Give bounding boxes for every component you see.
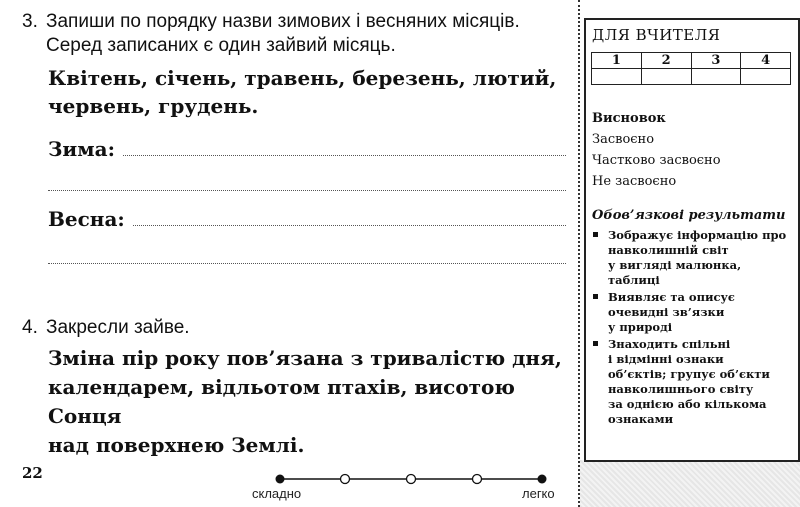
scale-label-easy: легко: [522, 486, 555, 501]
result-3-line-2: і відмінні ознаки: [608, 352, 724, 366]
results-heading: Обов’язкові результати: [592, 208, 786, 223]
spring-answer-line[interactable]: [133, 225, 566, 226]
task4-text[interactable]: [48, 344, 578, 460]
score-col-2: 2: [641, 53, 691, 69]
result-1-line-3: у вигляді малюнка,: [608, 258, 742, 272]
task3-words: [48, 64, 556, 120]
result-item: [590, 337, 796, 427]
bullet-square-icon: [593, 341, 598, 346]
difficulty-point-4[interactable]: [473, 475, 482, 484]
bullet-square-icon: [593, 294, 598, 299]
conclusion-option-partial[interactable]: Частково засвоєно: [592, 153, 721, 168]
score-cell-1[interactable]: [592, 69, 642, 85]
winter-answer-line-2[interactable]: [48, 190, 566, 191]
score-col-1: 1: [592, 53, 642, 69]
task3-instruction-line2: Серед записаних є один зайвий місяць.: [46, 35, 396, 56]
difficulty-point-3[interactable]: [407, 475, 416, 484]
winter-label: Зима:: [48, 137, 115, 161]
margin-shading: [580, 460, 800, 507]
page-number: 22: [22, 464, 43, 482]
task3-instruction-line1: Запиши по порядку назви зимових і весняних місяців.: [46, 11, 520, 32]
score-col-3: 3: [691, 53, 741, 69]
winter-answer-line[interactable]: [123, 155, 566, 156]
task3-number: 3.: [22, 11, 38, 32]
score-col-4: 4: [741, 53, 791, 69]
winter-answer-row[interactable]: [48, 136, 566, 162]
conclusion-option-not-mastered[interactable]: Не засвоєно: [592, 174, 677, 189]
difficulty-scale: [270, 470, 555, 488]
result-1-line-4: таблиці: [608, 273, 660, 287]
task4-text-line1[interactable]: Зміна пір року пов’язана з тривалістю дня,: [48, 346, 562, 370]
result-3-line-4: навколишнього світу: [608, 382, 754, 396]
result-1-line-1: Зображує інформацію про: [608, 228, 787, 242]
task3-instruction: [22, 10, 520, 58]
score-cell-3[interactable]: [691, 69, 741, 85]
score-cell-2[interactable]: [641, 69, 691, 85]
teacher-box-title: ДЛЯ ВЧИТЕЛЯ: [592, 26, 721, 44]
difficulty-point-2[interactable]: [341, 475, 350, 484]
result-3-line-6: ознаками: [608, 412, 674, 426]
result-3-line-1: Знаходить спільні: [608, 337, 731, 351]
spring-answer-line-2[interactable]: [48, 263, 566, 264]
spring-label: Весна:: [48, 207, 125, 231]
bullet-square-icon: [593, 232, 598, 237]
difficulty-point-1: [276, 475, 285, 484]
task4-instruction: [22, 316, 190, 340]
task4-instruction-text: Закресли зайве.: [46, 317, 190, 338]
spring-answer-row[interactable]: [48, 206, 566, 232]
difficulty-point-5: [538, 475, 547, 484]
page-divider: [578, 0, 580, 507]
result-2-line-2: очевидні зв’язки: [608, 305, 725, 319]
teacher-box: [584, 18, 800, 462]
task3-words-line2: червень, грудень.: [48, 94, 259, 118]
result-item: [590, 290, 796, 335]
result-3-line-3: об’єктів; групує об’єкти: [608, 367, 770, 381]
score-table-row[interactable]: [592, 69, 791, 85]
score-cell-4[interactable]: [741, 69, 791, 85]
result-item: [590, 228, 796, 288]
result-2-line-3: у природі: [608, 320, 673, 334]
result-1-line-2: навколишній світ: [608, 243, 729, 257]
result-3-line-5: за однією або кількома: [608, 397, 767, 411]
task4-text-line3[interactable]: над поверхнею Землі.: [48, 433, 305, 457]
task4-number: 4.: [22, 317, 38, 338]
conclusion-block: [592, 108, 721, 192]
score-table: [591, 52, 791, 85]
result-2-line-1: Виявляє та описує: [608, 290, 735, 304]
score-table-header: [592, 53, 791, 69]
task3-words-line1: Квітень, січень, травень, березень, лютий,: [48, 66, 557, 90]
scale-label-hard: складно: [252, 486, 302, 501]
task4-text-line2[interactable]: календарем, відльотом птахів, висотою Сонця: [48, 375, 515, 428]
conclusion-heading: Висновок: [592, 111, 666, 126]
conclusion-option-mastered[interactable]: Засвоєно: [592, 132, 655, 147]
results-list: [590, 228, 796, 429]
